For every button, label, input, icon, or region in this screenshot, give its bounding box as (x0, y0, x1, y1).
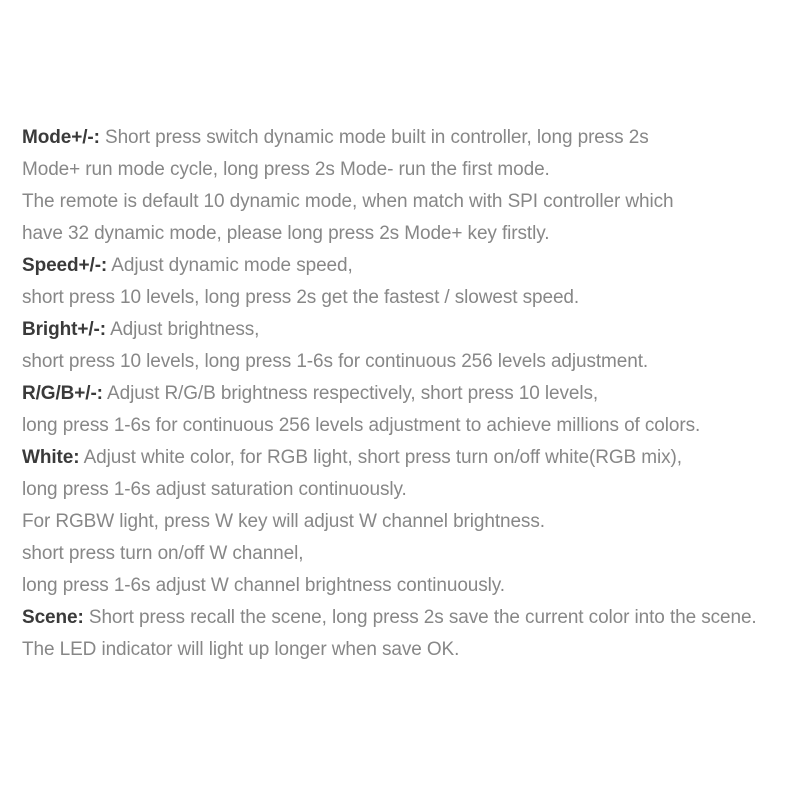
doc-line (22, 506, 798, 538)
line-text: long press 1-6s adjust saturation continuously. (22, 479, 407, 500)
key-label: White: (22, 447, 80, 468)
doc-line (22, 218, 798, 250)
key-label: Bright+/-: (22, 319, 106, 340)
line-text: Adjust brightness, (105, 319, 260, 340)
doc-line (22, 570, 798, 602)
line-text: Mode+ run mode cycle, long press 2s Mode- run the first mode. (22, 159, 550, 180)
key-label: Scene: (22, 607, 84, 628)
line-text: Adjust dynamic mode speed, (107, 255, 353, 276)
line-text: have 32 dynamic mode, please long press 2s Mode+ key firstly. (22, 223, 550, 244)
doc-line (22, 378, 798, 410)
line-text: For RGBW light, press W key will adjust W channel brightness. (22, 511, 545, 532)
line-text: Short press recall the scene, long press 2s save the current color into the scene. (83, 607, 757, 628)
line-text: Short press switch dynamic mode built in controller, long press 2s (99, 127, 649, 148)
doc-line (22, 602, 798, 634)
doc-line (22, 282, 798, 314)
doc-line (22, 122, 798, 154)
instructions-text-block (22, 122, 798, 666)
line-text: Adjust R/G/B brightness respectively, short press 10 levels, (102, 383, 599, 404)
line-text: The remote is default 10 dynamic mode, when match with SPI controller which (22, 191, 674, 212)
doc-line (22, 474, 798, 506)
doc-line (22, 154, 798, 186)
key-label: R/G/B+/-: (22, 383, 103, 404)
doc-line (22, 250, 798, 282)
doc-line (22, 314, 798, 346)
key-label: Speed+/-: (22, 255, 108, 276)
doc-line (22, 346, 798, 378)
line-text: long press 1-6s for continuous 256 levels adjustment to achieve millions of colors. (22, 415, 701, 436)
doc-line (22, 410, 798, 442)
line-text: The LED indicator will light up longer when save OK. (22, 639, 460, 660)
doc-line (22, 186, 798, 218)
key-label: Mode+/-: (22, 127, 100, 148)
line-text: Adjust white color, for RGB light, short press turn on/off white(RGB mix), (79, 447, 682, 468)
doc-line (22, 442, 798, 474)
line-text: short press 10 levels, long press 1-6s for continuous 256 levels adjustment. (22, 351, 649, 372)
doc-line (22, 634, 798, 666)
line-text: short press turn on/off W channel, (22, 543, 304, 564)
line-text: short press 10 levels, long press 2s get the fastest / slowest speed. (22, 287, 580, 308)
doc-line (22, 538, 798, 570)
line-text: long press 1-6s adjust W channel brightness continuously. (22, 575, 505, 596)
